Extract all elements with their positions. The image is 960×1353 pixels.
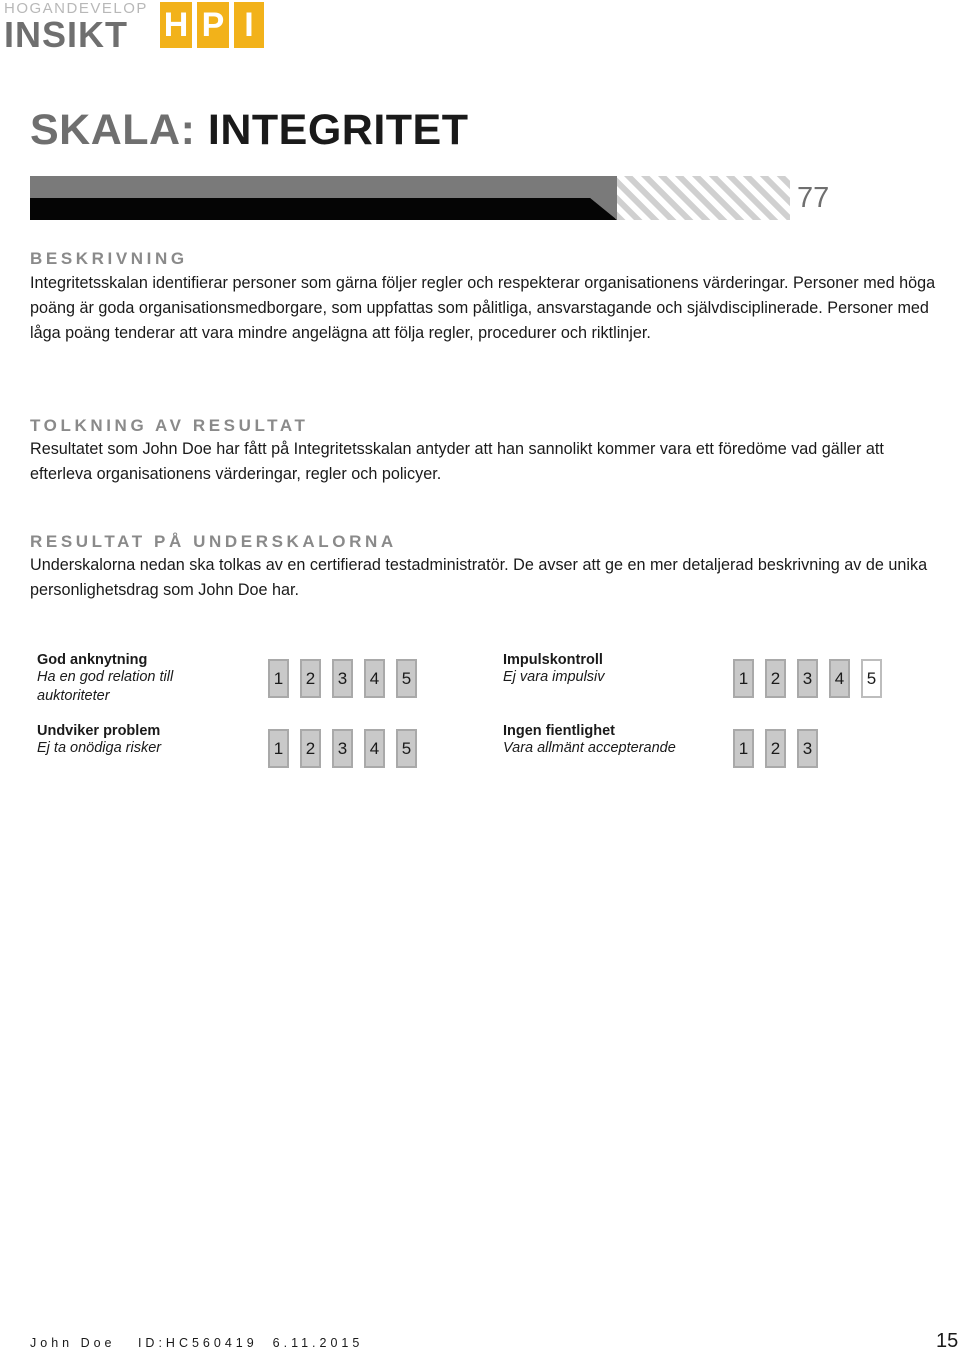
brand-subtitle: HOGANDEVELOP bbox=[4, 0, 148, 17]
scale-box: 3 bbox=[797, 729, 818, 768]
subscale-description: Ej vara impulsiv bbox=[503, 669, 605, 685]
subscale-scale bbox=[733, 729, 818, 768]
logo-letter-h: H bbox=[160, 2, 192, 48]
footer-date: 6.11.2015 bbox=[272, 1336, 364, 1350]
subscale-name: Ingen fientlighet bbox=[503, 723, 615, 739]
page-title-prefix: SKALA: bbox=[30, 106, 196, 154]
score-bar bbox=[30, 176, 790, 220]
scale-box: 1 bbox=[268, 729, 289, 768]
section-body-description: Integritetsskalan identifierar personer som gärna följer regler och respekterar organisationens värderingar. Personer med höga poäng är goda organisationsmedborgare, som uppfattas som pålitliga, ansvarstagande och självdisciplinerade. Personer med låga poäng tenderar att vara mindre angelägna att följa regler, procedurer och riktlinjer. bbox=[30, 274, 936, 342]
scale-box: 3 bbox=[797, 659, 818, 698]
section-heading-subscales: RESULTAT PÅ UNDERSKALORNA bbox=[30, 532, 397, 551]
logo-letter-p: P bbox=[197, 2, 229, 48]
subscale-scale bbox=[268, 729, 417, 768]
scale-box: 3 bbox=[332, 659, 353, 698]
page-number: 15 bbox=[936, 1330, 959, 1352]
subscale-description: Ej ta onödiga risker bbox=[37, 740, 162, 756]
scale-box: 1 bbox=[268, 659, 289, 698]
scale-box: 2 bbox=[300, 659, 321, 698]
scale-box: 4 bbox=[364, 659, 385, 698]
scale-box: 2 bbox=[765, 659, 786, 698]
subscale-no-hostility bbox=[503, 723, 723, 758]
section-body-interpretation: Resultatet som John Doe har fått på Integritetsskalan antyder att han sannolikt kommer vara ett föredöme vad gäller att efterleva organisationens värderingar, regler och policyer. bbox=[30, 440, 884, 483]
section-heading-interpretation: TOLKNING AV RESULTAT bbox=[30, 416, 309, 435]
subscale-name: God anknytning bbox=[37, 652, 148, 668]
footer-info bbox=[30, 1336, 363, 1350]
page-title bbox=[30, 106, 469, 155]
subscale-description: Ha en god relation till auktoriteter bbox=[37, 669, 174, 704]
scale-box: 2 bbox=[300, 729, 321, 768]
brand-title: INSIKT bbox=[4, 14, 129, 55]
subscale-scale bbox=[268, 659, 417, 698]
score-bar-remainder bbox=[615, 176, 790, 220]
scale-box: 1 bbox=[733, 659, 754, 698]
subscale-name: Impulskontroll bbox=[503, 652, 603, 668]
scale-box: 5 bbox=[861, 659, 882, 698]
scale-box: 4 bbox=[829, 659, 850, 698]
scale-box: 5 bbox=[396, 729, 417, 768]
scale-box: 4 bbox=[364, 729, 385, 768]
scale-box: 3 bbox=[332, 729, 353, 768]
hpi-logo bbox=[160, 2, 264, 48]
subscale-scale bbox=[733, 659, 882, 698]
subscale-description: Vara allmänt accepterande bbox=[503, 740, 676, 756]
subscale-avoids-trouble bbox=[37, 723, 197, 758]
footer-id: ID:HC560419 bbox=[137, 1336, 258, 1350]
score-bar-lower bbox=[30, 198, 615, 220]
score-bar-upper bbox=[30, 176, 615, 198]
subscale-impulse-control bbox=[503, 652, 663, 687]
scale-box: 2 bbox=[765, 729, 786, 768]
scale-box: 1 bbox=[733, 729, 754, 768]
page-title-name: INTEGRITET bbox=[207, 106, 469, 154]
section-body-subscales: Underskalorna nedan ska tolkas av en certifierad testadministratör. De avser att ge en mer detaljerad beskrivning av de unika personlighetsdrag som John Doe har. bbox=[30, 556, 928, 599]
subscale-name: Undviker problem bbox=[37, 723, 161, 739]
section-heading-description: BESKRIVNING bbox=[30, 249, 188, 268]
footer-name: John Doe bbox=[30, 1336, 116, 1350]
subscale-good-attachment bbox=[37, 652, 197, 706]
scale-box: 5 bbox=[396, 659, 417, 698]
score-value: 77 bbox=[797, 182, 830, 214]
logo-letter-i: I bbox=[234, 2, 264, 48]
